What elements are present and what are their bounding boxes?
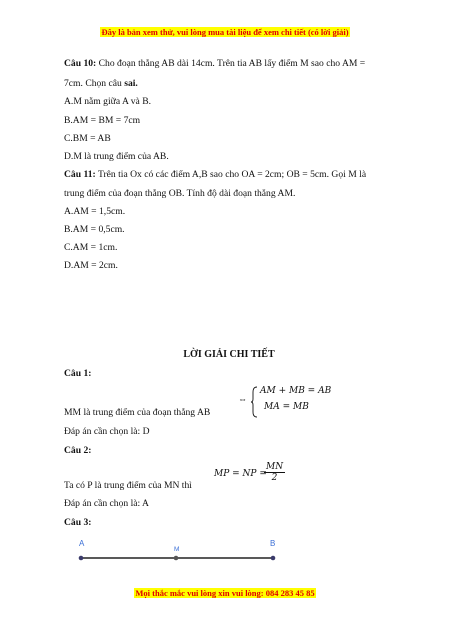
s1-label: Câu 1: [64, 368, 92, 379]
top-banner-text: Đây là bản xem thử, vui lòng mua tài liệu để xem chi tiết (có lời giải) [101, 27, 349, 37]
q11-option-a: A.AM = 1,5cm. [64, 206, 126, 217]
s2-fraction-denominator: 2 [271, 473, 278, 483]
s1-equation-system [238, 386, 348, 418]
q10-option-a: A.M nằm giữa A và B. [64, 96, 152, 107]
left-brace-icon [250, 386, 258, 418]
s2-fraction-numerator: MN [266, 462, 284, 472]
q10-option-c: C.BM = AB [64, 133, 111, 144]
q11-label: Câu 11: [64, 169, 96, 180]
s2-text: Ta có P là trung điểm của MN thì [64, 480, 192, 491]
q10-text-2-bold: sai. [124, 78, 138, 89]
q11-line-2: trung điểm của đoạn thẳng OB. Tính độ dài đoạn thẳng AM. [64, 188, 296, 199]
point-m-label: M [174, 546, 180, 553]
q11-option-c: C.AM = 1cm. [64, 242, 118, 253]
point-a-label: A [79, 539, 85, 548]
q10-text-1: Cho đoạn thẳng AB dài 14cm. Trên tia AB lấy điểm M sao cho AM = [96, 58, 366, 69]
s3-label: Câu 3: [64, 517, 92, 528]
point-m-dot [174, 556, 179, 561]
q11-line-1 [64, 169, 366, 180]
q10-option-b: B.AM = BM = 7cm [64, 115, 141, 126]
q10-text-2: 7cm. Chọn câu [64, 78, 125, 89]
s2-answer: Đáp án cần chọn là: A [64, 498, 149, 509]
bottom-banner [0, 588, 450, 598]
q10-line-1 [64, 58, 365, 69]
q10-option-d: D.M là trung điểm của AB. [64, 151, 169, 162]
point-b-label: B [270, 539, 276, 548]
s2-equation [214, 462, 304, 492]
point-b-dot [271, 556, 276, 561]
s1-text: MM là trung điểm của đoạn thẳng AB [64, 407, 211, 418]
s2-fraction [264, 462, 285, 483]
solution-title: LỜI GIẢI CHI TIẾT [183, 349, 275, 360]
segment-diagram [76, 537, 281, 563]
s1-eq-1: AM + MB = AB [260, 386, 332, 396]
q11-option-b: B.AM = 0,5cm. [64, 224, 125, 235]
s1-eq-2: MA = MB [264, 402, 309, 412]
top-banner [0, 27, 450, 37]
bottom-banner-text: Mọi thắc mắc vui lòng xin vui lòng: 084 283 45 85 [135, 588, 315, 598]
s1-answer: Đáp án cần chọn là: D [64, 426, 150, 437]
iff-symbol: ⇔ [238, 394, 247, 404]
q11-text-1: Trên tia Ox có các điểm A,B sao cho OA = 2cm; OB = 5cm. Gọi M là [95, 169, 367, 180]
s2-eq-left: MP = NP = [214, 469, 267, 479]
q10-label: Câu 10: [64, 58, 97, 69]
q11-option-d: D.AM = 2cm. [64, 260, 118, 271]
q10-line-2 [64, 78, 138, 89]
point-a-dot [79, 556, 84, 561]
s2-label: Câu 2: [64, 445, 92, 456]
